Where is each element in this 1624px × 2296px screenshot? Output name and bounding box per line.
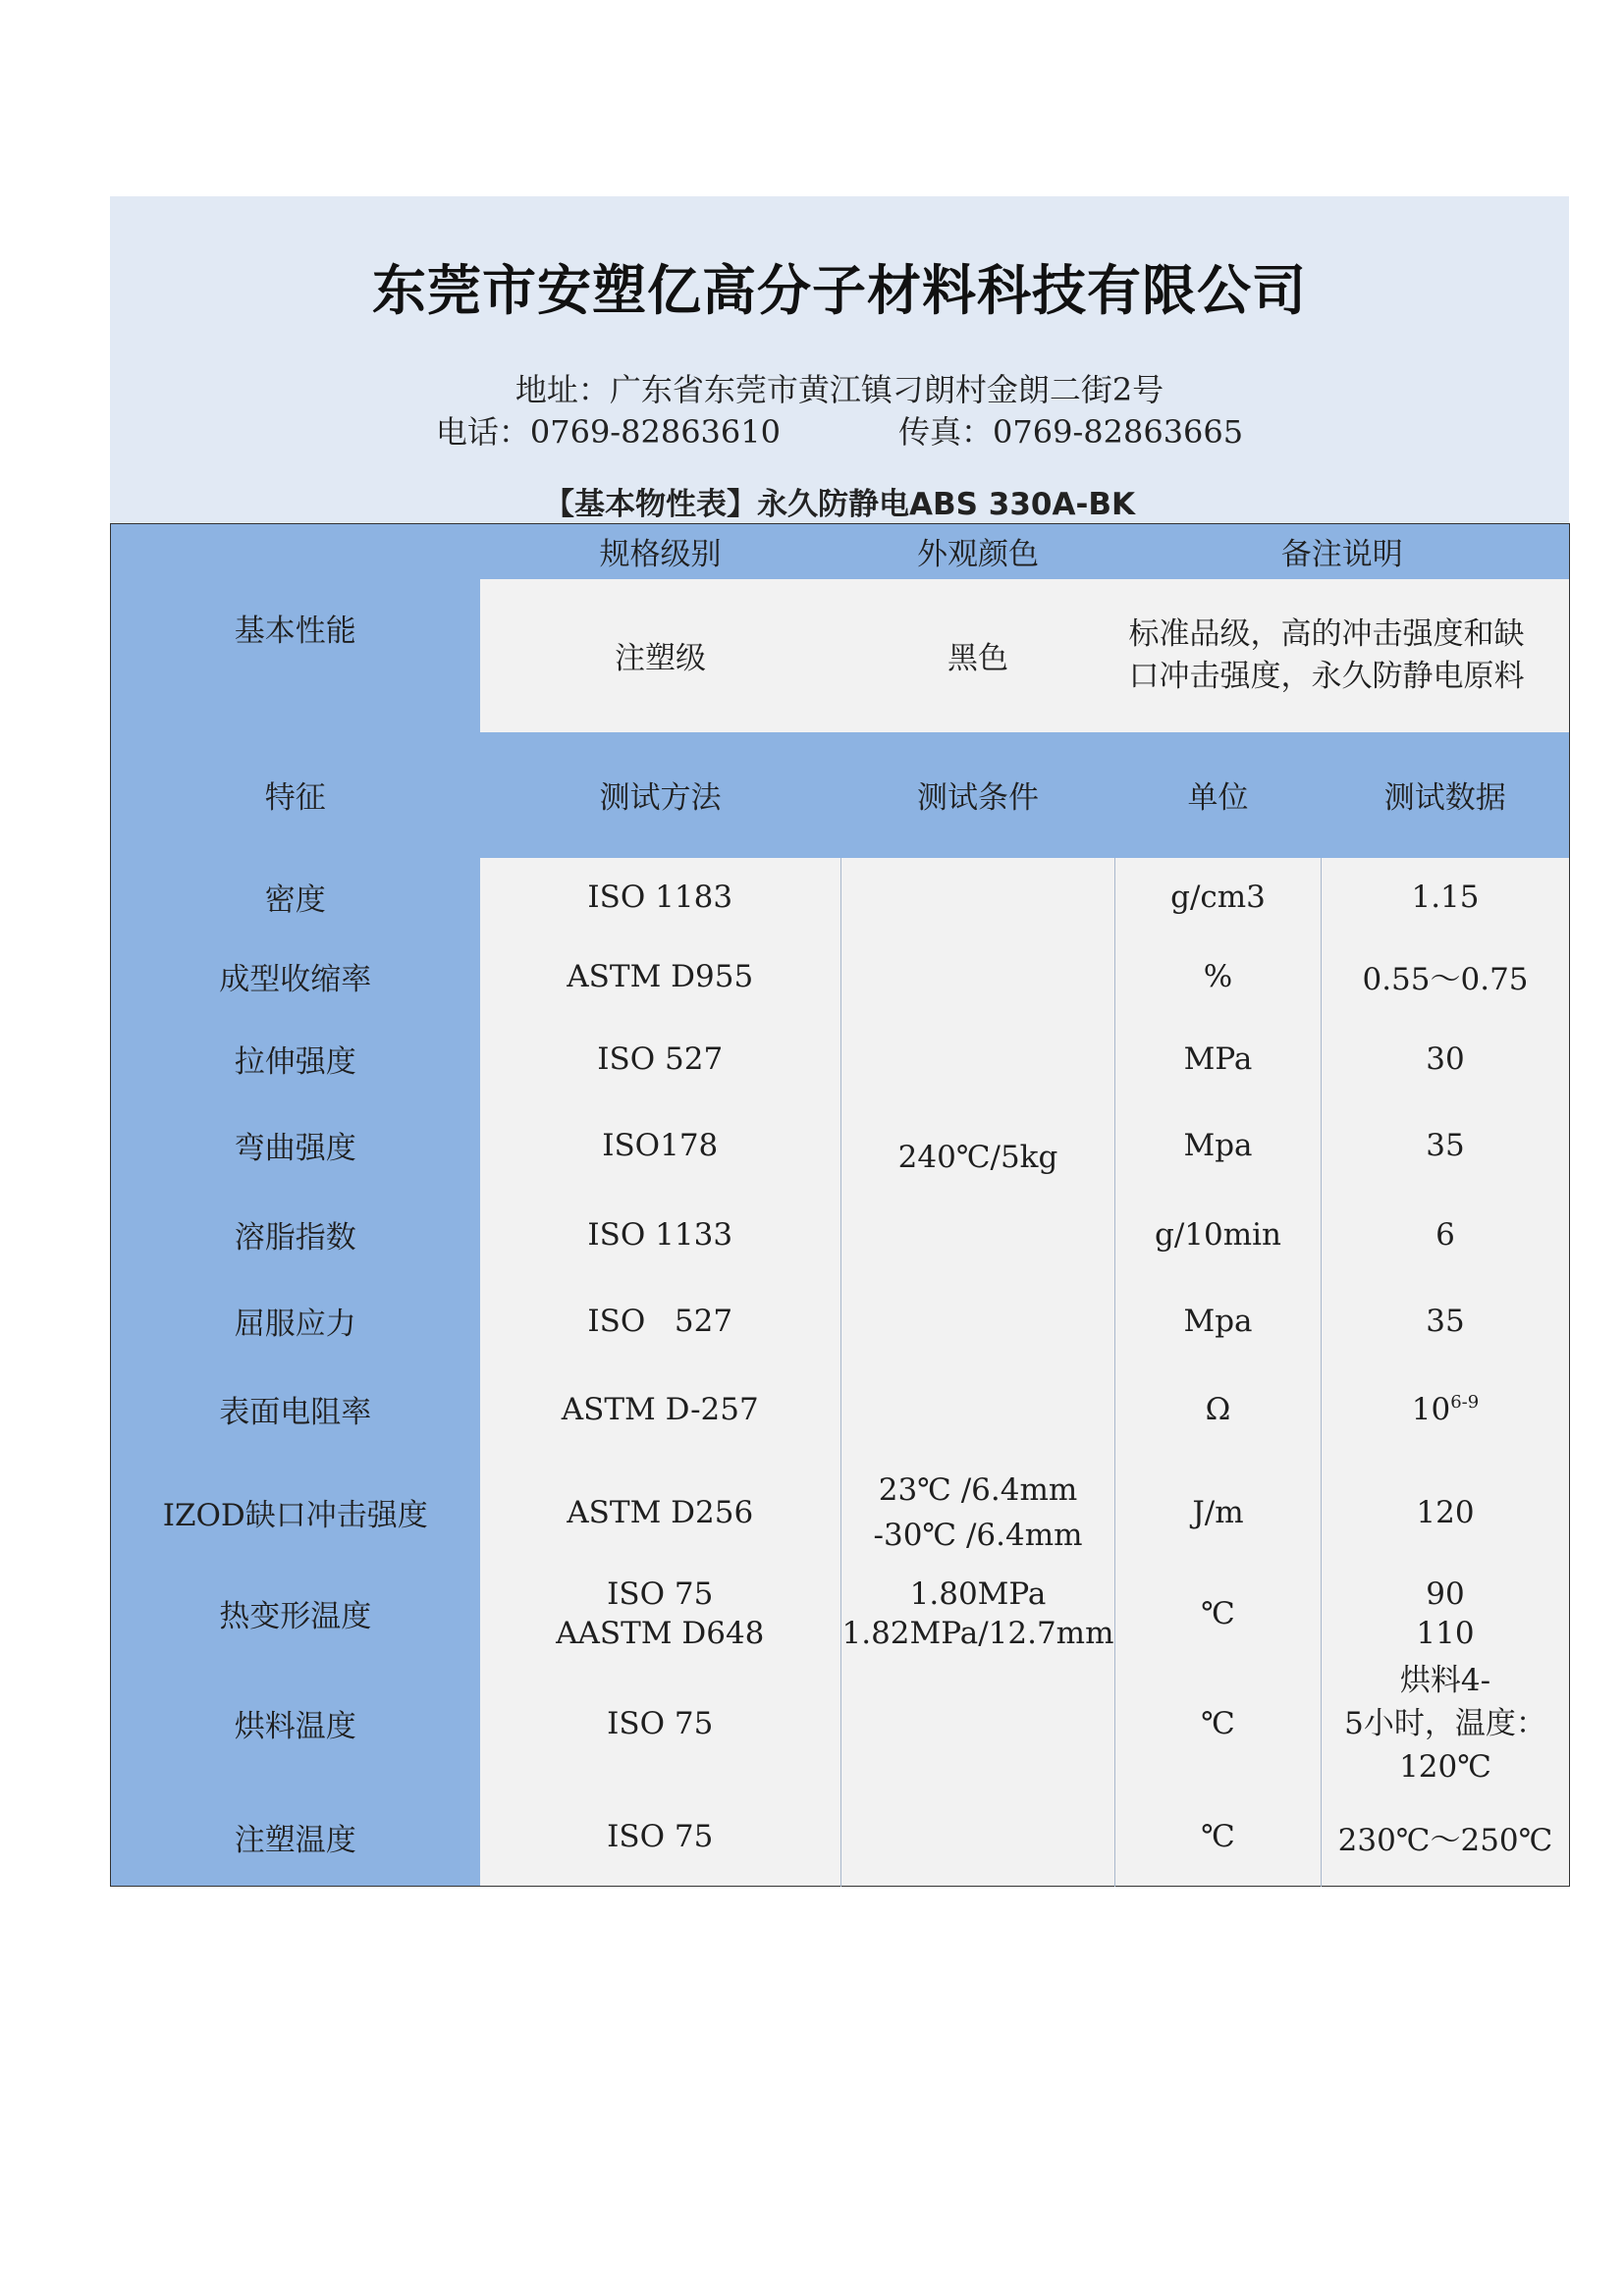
- fax: 传真：0769-82863665: [898, 413, 1244, 451]
- data-cell: 0.55～0.75: [1322, 936, 1570, 1017]
- method-line: AASTM D648: [556, 1615, 765, 1651]
- table-row: [111, 1017, 1570, 1101]
- feature-cell: 烘料温度: [111, 1659, 480, 1789]
- col-feature: 特征: [111, 732, 480, 858]
- table-row: [111, 1457, 1570, 1569]
- basic-header-color: 外观颜色: [841, 524, 1115, 579]
- method-cell: ISO178: [480, 1101, 841, 1190]
- method-cell: ASTM D256: [480, 1457, 841, 1569]
- method-cell: ISO 75: [480, 1659, 841, 1789]
- table-row: [111, 1362, 1570, 1457]
- table-row: [111, 1190, 1570, 1280]
- data-exponent: 6-9: [1450, 1391, 1480, 1413]
- data-cell: [1322, 1362, 1570, 1457]
- basic-note: 标准品级，高的冲击强度和缺口冲击强度，永久防静电原料: [1115, 579, 1570, 732]
- feature-cell: IZOD缺口冲击强度: [111, 1457, 480, 1569]
- data-cell: 35: [1322, 1101, 1570, 1190]
- data-line: 120℃: [1399, 1748, 1491, 1785]
- feature-cell: 密度: [111, 858, 480, 936]
- method-cell: ISO 75: [480, 1789, 841, 1887]
- method-cell: ASTM D955: [480, 936, 841, 1017]
- feature-cell: 拉伸强度: [111, 1017, 480, 1101]
- unit-cell: %: [1115, 936, 1322, 1017]
- basic-header-note: 备注说明: [1115, 524, 1570, 579]
- feature-cell: 屈服应力: [111, 1280, 480, 1362]
- method-cell: ISO 1133: [480, 1190, 841, 1280]
- table-row: [111, 1569, 1570, 1659]
- method-cell: ISO 527: [480, 1280, 841, 1362]
- basic-header-grade: 规格级别: [480, 524, 841, 579]
- col-data: 测试数据: [1322, 732, 1570, 858]
- data-cell: 1.15: [1322, 858, 1570, 936]
- unit-cell: Ω: [1115, 1362, 1322, 1457]
- unit-cell: g/cm3: [1115, 858, 1322, 936]
- method-cell: ASTM D-257: [480, 1362, 841, 1457]
- basic-color: 黑色: [841, 579, 1115, 732]
- company-name: 东莞市安塑亿高分子材料科技有限公司: [371, 259, 1307, 322]
- data-base: 10: [1411, 1391, 1451, 1427]
- condition-hdt: [841, 1569, 1115, 1659]
- condition-line: -30℃ /6.4mm: [873, 1517, 1083, 1553]
- datasheet: [110, 196, 1569, 1887]
- table-row: [111, 936, 1570, 1017]
- unit-cell: J/m: [1115, 1457, 1322, 1569]
- feature-cell: 热变形温度: [111, 1569, 480, 1659]
- data-line: 烘料4-: [1399, 1662, 1491, 1698]
- data-cell: 35: [1322, 1280, 1570, 1362]
- unit-cell: g/10min: [1115, 1190, 1322, 1280]
- condition-line: 23℃ /6.4mm: [878, 1471, 1078, 1508]
- table-row: [111, 1789, 1570, 1887]
- unit-cell: ℃: [1115, 1569, 1322, 1659]
- properties-table: [110, 523, 1570, 1887]
- condition-line: 1.82MPa/12.7mm: [841, 1615, 1114, 1651]
- method-cell: ISO 1183: [480, 858, 841, 936]
- data-cell: 6: [1322, 1190, 1570, 1280]
- table-row: [111, 1659, 1570, 1789]
- table-row: [111, 1101, 1570, 1190]
- feature-cell: 表面电阻率: [111, 1362, 480, 1457]
- feature-cell: 溶脂指数: [111, 1190, 480, 1280]
- feature-cell: 注塑温度: [111, 1789, 480, 1887]
- condition-line: 1.80MPa: [909, 1575, 1047, 1612]
- condition-izod: [841, 1457, 1115, 1569]
- method-cell: ISO 527: [480, 1017, 841, 1101]
- condition-melt: 240℃/5kg: [841, 858, 1115, 1457]
- data-cell: 30: [1322, 1017, 1570, 1101]
- unit-cell: Mpa: [1115, 1101, 1322, 1190]
- basic-label: 基本性能: [111, 524, 480, 732]
- contact-line: [110, 407, 1569, 453]
- col-unit: 单位: [1115, 732, 1322, 858]
- table-row: [111, 858, 1570, 936]
- unit-cell: Mpa: [1115, 1280, 1322, 1362]
- feature-cell: 弯曲强度: [111, 1101, 480, 1190]
- col-condition: 测试条件: [841, 732, 1115, 858]
- phone: 电话：0769-82863610: [435, 413, 781, 451]
- data-cell: [1322, 1659, 1570, 1789]
- col-method: 测试方法: [480, 732, 841, 858]
- sheet-title: 【基本物性表】永久防静电ABS 330A-BK: [544, 487, 1135, 522]
- header: [110, 196, 1569, 523]
- unit-cell: MPa: [1115, 1017, 1322, 1101]
- data-line: 5小时，温度：: [1344, 1705, 1546, 1741]
- method-line: ISO 75: [607, 1575, 714, 1612]
- data-cell: [1322, 1569, 1570, 1659]
- data-line: 110: [1416, 1615, 1475, 1651]
- condition-empty: [841, 1659, 1115, 1887]
- data-cell: 120: [1322, 1457, 1570, 1569]
- data-line: 90: [1426, 1575, 1465, 1612]
- basic-header-row: [111, 524, 1570, 579]
- table-row: [111, 1280, 1570, 1362]
- columns-header-row: [111, 732, 1570, 858]
- feature-cell: 成型收缩率: [111, 936, 480, 1017]
- unit-cell: ℃: [1115, 1659, 1322, 1789]
- method-cell: [480, 1569, 841, 1659]
- unit-cell: ℃: [1115, 1789, 1322, 1887]
- address: 地址：广东省东莞市黄江镇刁朗村金朗二街2号: [514, 371, 1164, 408]
- basic-grade: 注塑级: [480, 579, 841, 732]
- data-cell: 230℃～250℃: [1322, 1789, 1570, 1887]
